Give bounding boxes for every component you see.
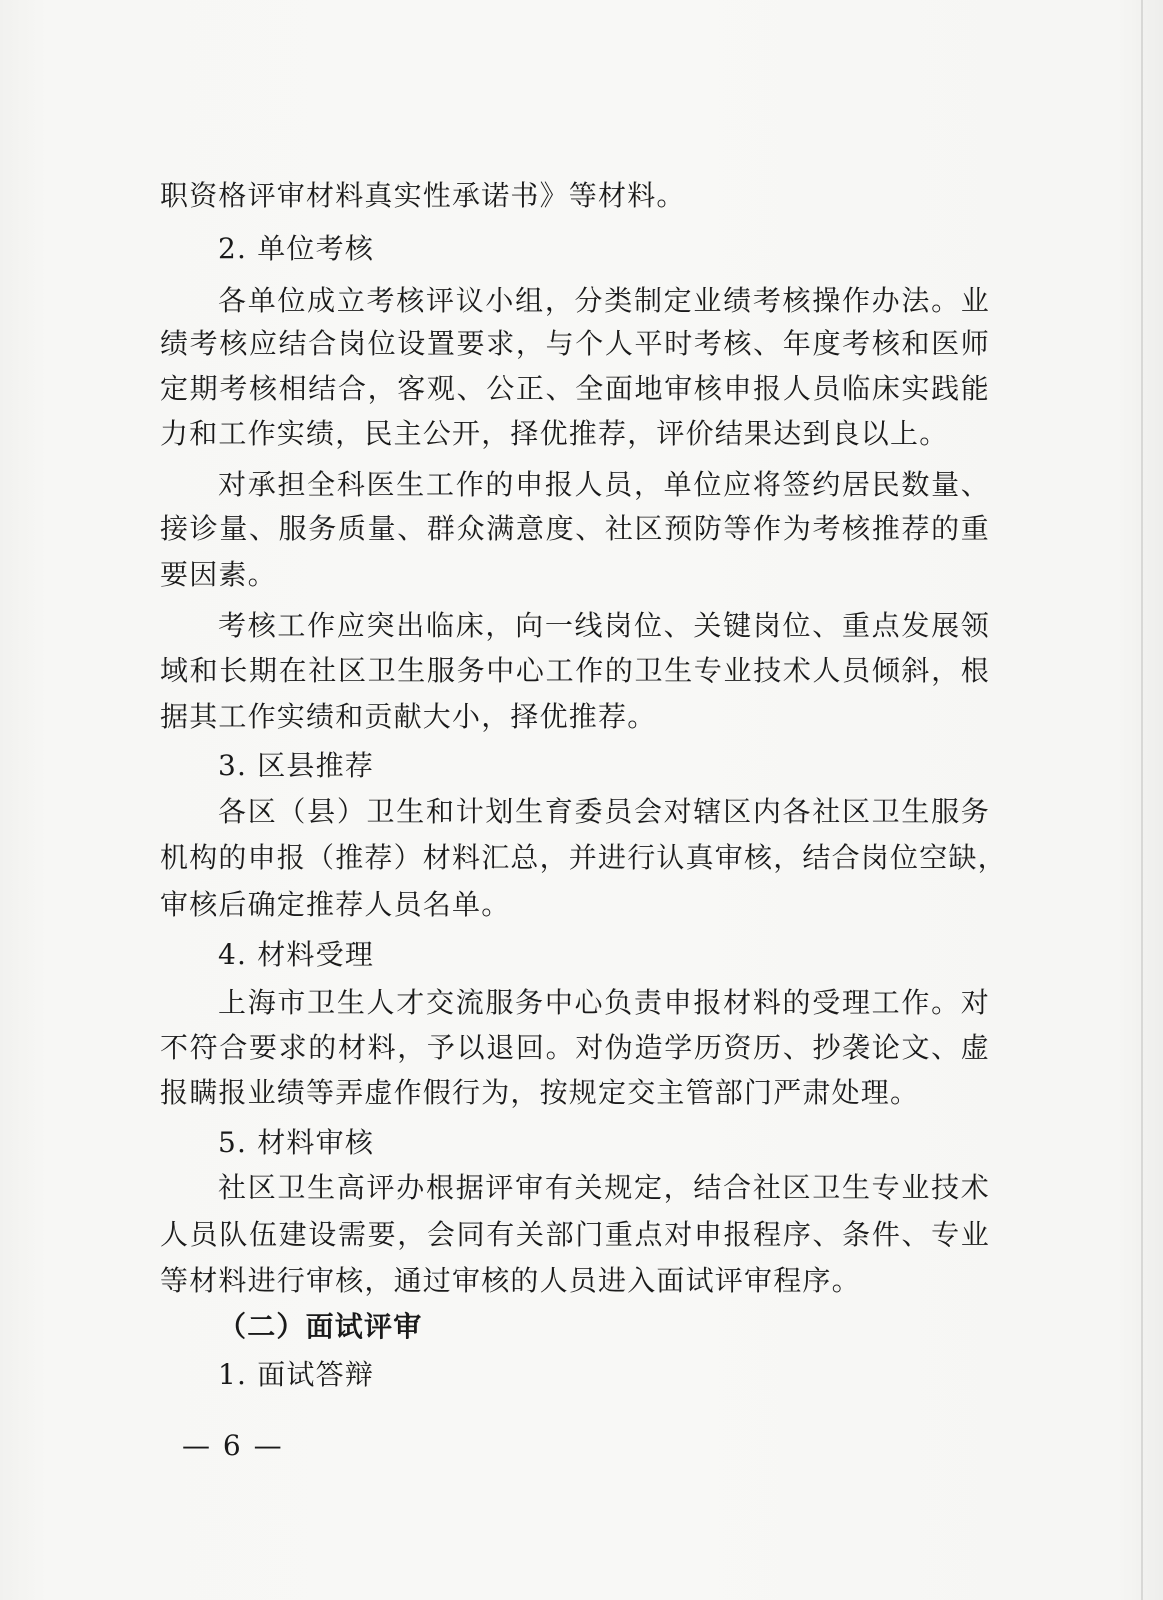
body-line: 审核后确定推荐人员名单。 [160, 888, 511, 921]
body-line: 等材料进行审核，通过审核的人员进入面试评审程序。 [160, 1264, 861, 1297]
body-line: 机构的申报（推荐）材料汇总，并进行认真审核，结合岗位空缺， [160, 841, 1007, 874]
body-line: 对承担全科医生工作的申报人员，单位应将签约居民数量、 [218, 468, 990, 501]
body-line: 接诊量、服务质量、群众满意度、社区预防等作为考核推荐的重 [160, 512, 990, 545]
body-line: 力和工作实绩，民主公开，择优推荐，评价结果达到良以上。 [160, 417, 949, 450]
section-heading: 5. 材料审核 [218, 1126, 375, 1159]
body-line: 据其工作实绩和贡献大小，择优推荐。 [160, 700, 657, 733]
body-line: 报瞒报业绩等弄虚作假行为，按规定交主管部门严肃处理。 [160, 1076, 920, 1109]
section-heading: 3. 区县推荐 [218, 749, 375, 782]
section-heading: 4. 材料受理 [218, 938, 375, 971]
body-line: 考核工作应突出临床，向一线岗位、关键岗位、重点发展领 [218, 609, 990, 642]
body-line: 定期考核相结合，客观、公正、全面地审核申报人员临床实践能 [160, 372, 990, 405]
subsection-heading: （二）面试评审 [218, 1310, 423, 1343]
body-line: 要因素。 [160, 558, 277, 591]
body-line: 上海市卫生人才交流服务中心负责申报材料的受理工作。对 [218, 986, 990, 1019]
body-line: 人员队伍建设需要，会同有关部门重点对申报程序、条件、专业 [160, 1218, 990, 1251]
section-heading: 1. 面试答辩 [218, 1358, 375, 1391]
body-line: 不符合要求的材料，予以退回。对伪造学历资历、抄袭论文、虚 [160, 1031, 990, 1064]
section-heading: 2. 单位考核 [218, 232, 375, 265]
body-line: 各单位成立考核评议小组，分类制定业绩考核操作办法。业 [218, 284, 990, 317]
page-edge [1141, 0, 1143, 1600]
body-line: 域和长期在社区卫生服务中心工作的卫生专业技术人员倾斜，根 [160, 654, 990, 687]
body-line: 各区（县）卫生和计划生育委员会对辖区内各社区卫生服务 [218, 795, 990, 828]
body-line: 职资格评审材料真实性承诺书》等材料。 [160, 179, 686, 212]
body-line: 社区卫生高评办根据评审有关规定，结合社区卫生专业技术 [218, 1171, 990, 1204]
body-line: 绩考核应结合岗位设置要求，与个人平时考核、年度考核和医师 [160, 327, 990, 360]
page-number: — 6 — [182, 1429, 284, 1462]
